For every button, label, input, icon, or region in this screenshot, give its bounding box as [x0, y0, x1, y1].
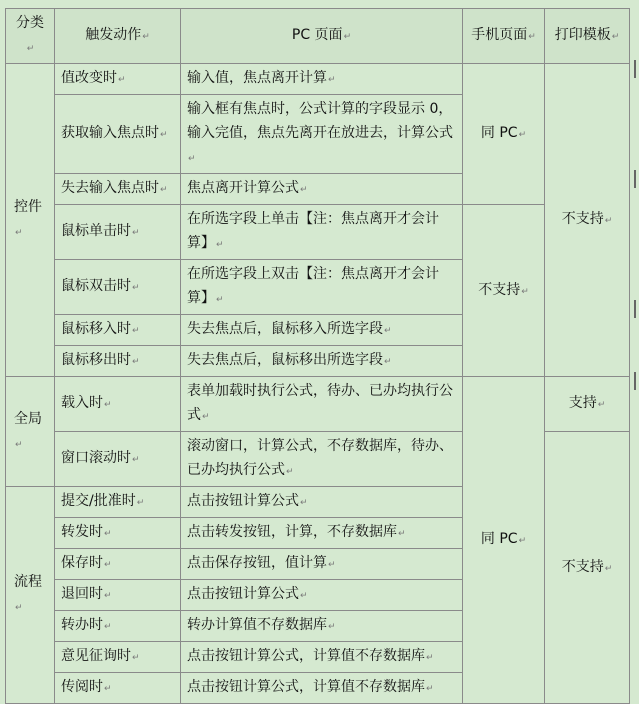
action-cell: 转发时↵ [55, 518, 181, 549]
action-cell: 提交/批准时↵ [55, 487, 181, 518]
action-cell: 失去输入焦点时↵ [55, 174, 181, 205]
print-controls-unsupported: 不支持↵ [545, 64, 630, 377]
right-edge-mark [634, 170, 636, 188]
header-mobile-page: 手机页面↵ [463, 9, 545, 64]
pc-cell: 在所选字段上单击【注：焦点离开才会计算】↵ [181, 205, 463, 260]
category-flow: 流程↵ [6, 487, 55, 704]
pc-cell: 转办计算值不存数据库↵ [181, 611, 463, 642]
header-trigger-action: 触发动作↵ [55, 9, 181, 64]
table-row [6, 377, 630, 432]
header-category: 分类↵ [6, 9, 55, 64]
pc-cell: 失去焦点后，鼠标移出所选字段↵ [181, 346, 463, 377]
right-edge-mark [634, 372, 636, 390]
action-cell: 保存时↵ [55, 549, 181, 580]
action-cell: 鼠标移入时↵ [55, 315, 181, 346]
action-cell: 鼠标双击时↵ [55, 260, 181, 315]
mobile-controls-same-pc: 同 PC↵ [463, 64, 545, 205]
mobile-controls-unsupported: 不支持↵ [463, 205, 545, 377]
header-print-template: 打印模板↵ [545, 9, 630, 64]
mobile-global-flow-same-pc: 同 PC↵ [463, 377, 545, 704]
action-cell: 意见征询时↵ [55, 642, 181, 673]
action-cell: 值改变时↵ [55, 64, 181, 95]
pc-cell: 表单加载时执行公式，待办、已办均执行公式↵ [181, 377, 463, 432]
pc-cell: 点击保存按钮，值计算↵ [181, 549, 463, 580]
action-cell: 鼠标移出时↵ [55, 346, 181, 377]
action-cell: 获取输入焦点时↵ [55, 95, 181, 174]
pc-cell: 输入框有焦点时，公式计算的字段显示 0，输入完值，焦点先离开在放进去，计算公式↵ [181, 95, 463, 174]
right-edge-mark [634, 60, 636, 78]
table-row [6, 205, 630, 260]
pc-cell: 失去焦点后，鼠标移入所选字段↵ [181, 315, 463, 346]
print-flow-unsupported: 不支持↵ [545, 432, 630, 704]
action-cell: 鼠标单击时↵ [55, 205, 181, 260]
action-cell: 转办时↵ [55, 611, 181, 642]
trigger-table [5, 8, 630, 704]
pc-cell: 点击转发按钮，计算，不存数据库↵ [181, 518, 463, 549]
pc-cell: 在所选字段上双击【注：焦点离开才会计算】↵ [181, 260, 463, 315]
action-cell: 窗口滚动时↵ [55, 432, 181, 487]
category-controls: 控件↵ [6, 64, 55, 377]
header-pc-page: PC 页面↵ [181, 9, 463, 64]
header-row [6, 9, 630, 64]
right-edge-mark [634, 300, 636, 318]
pc-cell: 焦点离开计算公式↵ [181, 174, 463, 205]
pc-cell: 点击按钮计算公式↵ [181, 580, 463, 611]
action-cell: 载入时↵ [55, 377, 181, 432]
pc-cell: 点击按钮计算公式，计算值不存数据库↵ [181, 673, 463, 704]
pc-cell: 点击按钮计算公式↵ [181, 487, 463, 518]
table-row [6, 64, 630, 95]
pc-cell: 滚动窗口，计算公式，不存数据库，待办、已办均执行公式↵ [181, 432, 463, 487]
action-cell: 退回时↵ [55, 580, 181, 611]
pc-cell: 点击按钮计算公式，计算值不存数据库↵ [181, 642, 463, 673]
action-cell: 传阅时↵ [55, 673, 181, 704]
print-load-supported: 支持↵ [545, 377, 630, 432]
category-global: 全局↵ [6, 377, 55, 487]
pc-cell: 输入值，焦点离开计算↵ [181, 64, 463, 95]
